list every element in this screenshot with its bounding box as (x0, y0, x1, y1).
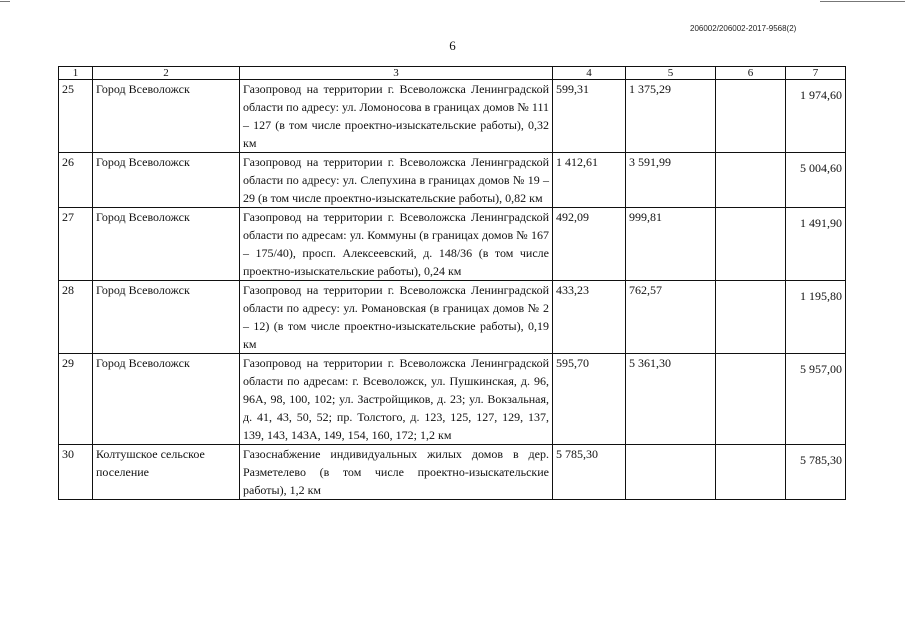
document-id: 206002/206002-2017-9568(2) (690, 24, 797, 33)
register-table (58, 66, 846, 500)
row-number: 27 (59, 208, 93, 281)
col5-cell: 1 375,29 (626, 80, 716, 153)
column-header: 3 (240, 67, 553, 80)
col6-cell (716, 80, 786, 153)
column-header: 6 (716, 67, 786, 80)
table-row (59, 354, 846, 445)
table-row (59, 80, 846, 153)
municipality-cell: Город Всеволожск (93, 281, 240, 354)
col5-cell (626, 445, 716, 500)
total-value: 5 957,00 (800, 362, 842, 376)
col4-cell: 492,09 (553, 208, 626, 281)
column-number-row (59, 67, 846, 80)
col4-cell: 5 785,30 (553, 445, 626, 500)
total-value: 1 974,60 (800, 88, 842, 102)
col6-cell (716, 208, 786, 281)
table-row (59, 208, 846, 281)
description-cell: Газопровод на территории г. Всеволожска Ленинградской области по адресу: ул. Ломоносова в границах домов № 111 – 127 (в том числе проектно-изыскательские работы), 0,32 км (240, 80, 553, 153)
total-cell (786, 354, 846, 445)
col4-cell: 433,23 (553, 281, 626, 354)
column-header: 7 (786, 67, 846, 80)
col5-cell: 762,57 (626, 281, 716, 354)
col6-cell (716, 281, 786, 354)
total-cell (786, 153, 846, 208)
description-cell: Газопровод на территории г. Всеволожска Ленинградской области по адресу: ул. Слепухина в границах домов № 19 – 29 (в том числе проектно-изыскательские работы), 0,82 км (240, 153, 553, 208)
total-value: 1 195,80 (800, 289, 842, 303)
row-number: 25 (59, 80, 93, 153)
municipality-cell: Город Всеволожск (93, 354, 240, 445)
table-row (59, 281, 846, 354)
total-cell (786, 208, 846, 281)
page-number: 6 (449, 38, 456, 53)
col4-cell: 599,31 (553, 80, 626, 153)
col4-cell: 1 412,61 (553, 153, 626, 208)
total-cell (786, 281, 846, 354)
total-cell (786, 80, 846, 153)
top-edge-line-right (820, 1, 905, 2)
col5-cell: 3 591,99 (626, 153, 716, 208)
column-header: 2 (93, 67, 240, 80)
municipality-cell: Город Всеволожск (93, 153, 240, 208)
description-cell: Газоснабжение индивидуальных жилых домов в дер. Разметелево (в том числе проектно-изыскательские работы), 1,2 км (240, 445, 553, 500)
municipality-cell: Город Всеволожск (93, 80, 240, 153)
table-row (59, 445, 846, 500)
total-cell (786, 445, 846, 500)
municipality-cell: Город Всеволожск (93, 208, 240, 281)
row-number: 30 (59, 445, 93, 500)
col5-cell: 5 361,30 (626, 354, 716, 445)
row-number: 28 (59, 281, 93, 354)
column-header: 1 (59, 67, 93, 80)
column-header: 4 (553, 67, 626, 80)
col5-cell: 999,81 (626, 208, 716, 281)
total-value: 1 491,90 (800, 216, 842, 230)
top-edge-line-left (0, 1, 10, 2)
total-value: 5 004,60 (800, 161, 842, 175)
municipality-cell: Колтушское сельское поселение (93, 445, 240, 500)
col6-cell (716, 445, 786, 500)
description-cell: Газопровод на территории г. Всеволожска Ленинградской области по адресам: г. Всеволожск, ул. Пушкинская, д. 96, 96А, 98, 100, 102; ул. Застройщиков, д. 23; ул. Вокзальная, д. 41, 43, 50, 52; пр. Толстого, д. 123, 125, 127, 129, 137, 139, 143, 143А, 149, 154, 160, 172; 1,2 км (240, 354, 553, 445)
col4-cell: 595,70 (553, 354, 626, 445)
row-number: 29 (59, 354, 93, 445)
description-cell: Газопровод на территории г. Всеволожска Ленинградской области по адресам: ул. Коммуны (в границах домов № 167 – 175/40), просп. Алексеевский, д. 148/36 (в том числе проектно-изыскательские работы), 0,24 км (240, 208, 553, 281)
col6-cell (716, 153, 786, 208)
col6-cell (716, 354, 786, 445)
total-value: 5 785,30 (800, 453, 842, 467)
column-header: 5 (626, 67, 716, 80)
description-cell: Газопровод на территории г. Всеволожска Ленинградской области по адресу: ул. Романовская (в границах домов № 2 – 12) (в том числе проектно-изыскательские работы), 0,19 км (240, 281, 553, 354)
row-number: 26 (59, 153, 93, 208)
table-row (59, 153, 846, 208)
